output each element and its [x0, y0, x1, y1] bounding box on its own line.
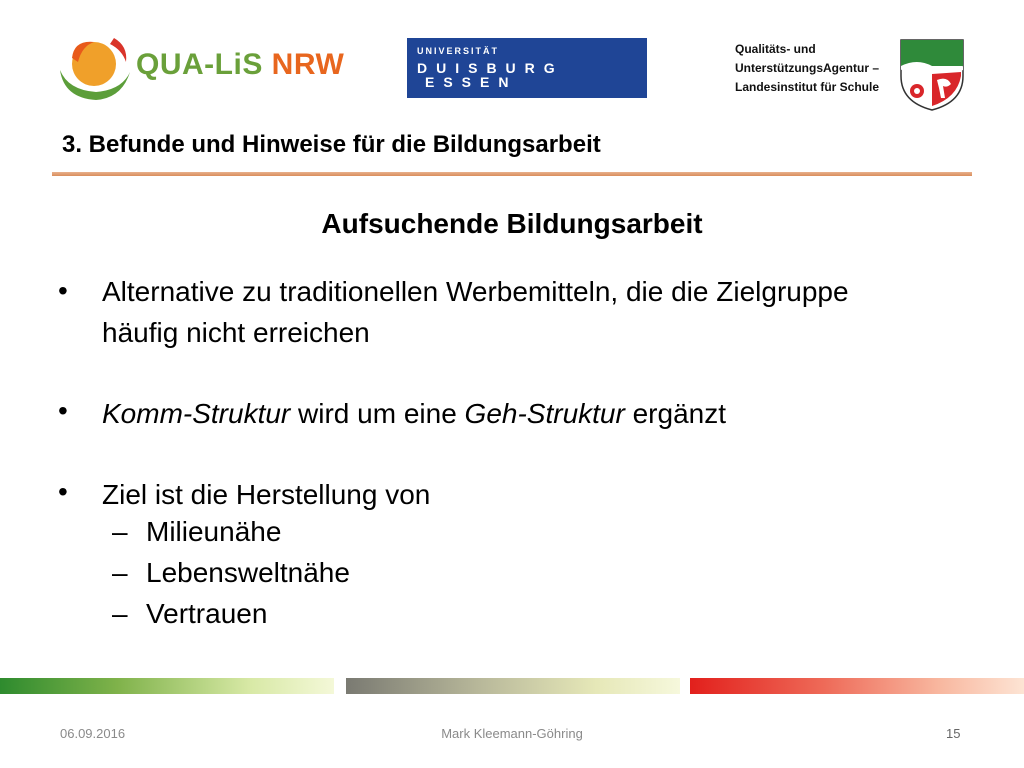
- qualis-emblem-icon: [52, 28, 136, 108]
- qualis-word1: QUA-LiS: [136, 48, 263, 81]
- footer-bar-green: [0, 678, 334, 694]
- footer-author: Mark Kleemann-Göhring: [441, 726, 583, 741]
- sub-bullet-marker: –: [112, 516, 128, 547]
- section-title: 3. Befunde und Hinweise für die Bildungsarbeit: [62, 131, 601, 158]
- ude-line3: ESSEN: [425, 74, 518, 90]
- ude-line2: DUISBURG: [417, 60, 564, 76]
- page-number: 15: [946, 726, 961, 741]
- footer-date: 06.09.2016: [60, 726, 126, 741]
- ude-line1: UNIVERSITÄT: [417, 46, 500, 56]
- footer-bar-grey: [346, 678, 680, 694]
- bullet-item-2: [102, 393, 902, 434]
- nrw-crest-icon: [897, 36, 967, 112]
- qualis-logo: [52, 28, 345, 108]
- qualis-word2: NRW: [271, 48, 345, 81]
- sub-bullet-item-1: Milieunähe: [146, 516, 282, 547]
- slide-heading: Aufsuchende Bildungsarbeit: [321, 208, 703, 239]
- sub-bullet-marker: –: [112, 598, 128, 629]
- agency-line3: Landesinstitut für Schule: [735, 80, 880, 94]
- sub-bullet-item-2: Lebensweltnähe: [146, 557, 350, 588]
- qualis-wordmark: [136, 48, 344, 82]
- bullet-item-3: Ziel ist die Herstellung von: [102, 479, 431, 510]
- university-duisburg-essen-logo: [407, 38, 647, 98]
- bullet-2-italic-1: Komm-Struktur: [102, 398, 291, 429]
- sub-bullet-marker: –: [112, 557, 128, 588]
- footer-bar-red: [690, 678, 1024, 694]
- bullet-marker: •: [58, 395, 68, 426]
- bullet-item-1: Alternative zu traditionellen Werbemitteln, die die Zielgruppe häufig nicht erreichen: [102, 276, 849, 348]
- bullet-2-text-1: wird um eine: [290, 398, 465, 429]
- bullet-2-text-2: ergänzt: [624, 398, 726, 429]
- bullet-marker: •: [58, 275, 68, 306]
- agency-text: [735, 40, 895, 97]
- bullet-marker: •: [58, 476, 68, 507]
- bullet-2-italic-2: Geh-Struktur: [464, 398, 625, 429]
- title-divider: [52, 172, 972, 176]
- agency-line2: UnterstützungsAgentur –: [735, 61, 879, 75]
- agency-line1: Qualitäts- und: [735, 42, 816, 56]
- sub-bullet-item-3: Vertrauen: [146, 598, 268, 629]
